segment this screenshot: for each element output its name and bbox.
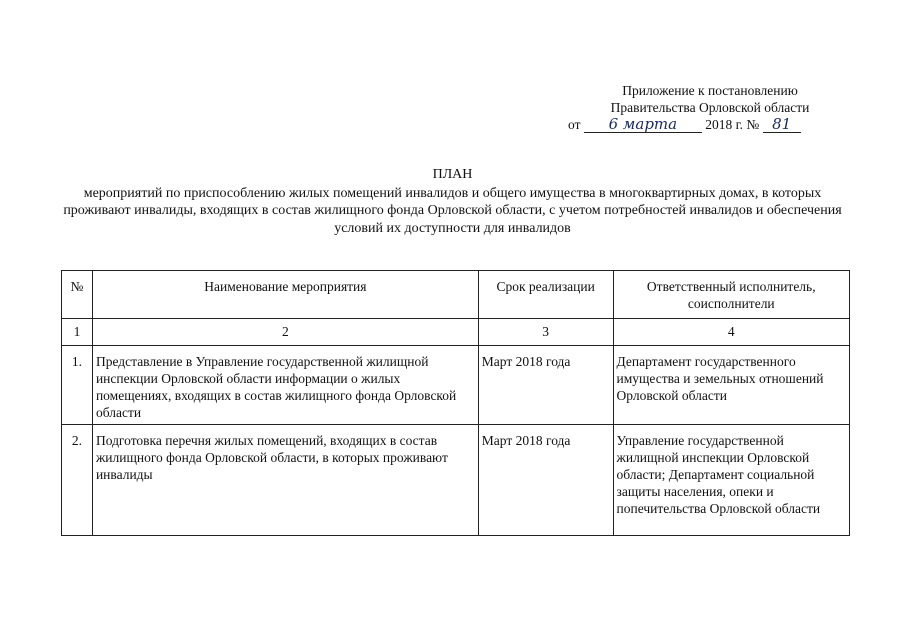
plan-title-block: [60, 166, 845, 237]
row-name: Подготовка перечня жилых помещений, входящих в состав жилищного фонда Орловской области, в которых проживают инвалиды: [92, 425, 478, 536]
row-responsible: Управление государственной жилищной инспекции Орловской области; Департамент социальной защиты населения, опеки и попечительства Орловской области: [613, 425, 849, 536]
appendix-line-1: Приложение к постановлению: [622, 83, 798, 98]
header-name: Наименование мероприятия: [92, 271, 478, 319]
header-number: №: [62, 271, 93, 319]
row-deadline: Март 2018 года: [478, 425, 613, 536]
column-number-3: 3: [478, 319, 613, 346]
row-name: Представление в Управление государственной жилищной инспекции Орловской области информации о жилых помещениях, входящих в состав жилищного фонда Орловской области: [92, 346, 478, 425]
row-number: 1.: [62, 346, 93, 425]
row-deadline: Март 2018 года: [478, 346, 613, 425]
appendix-date-line: [560, 116, 860, 133]
row-responsible: Департамент государственного имущества и земельных отношений Орловской области: [613, 346, 849, 425]
handwritten-date: 6 марта: [584, 117, 702, 133]
plan-heading: ПЛАН: [432, 167, 473, 182]
row-number: 2.: [62, 425, 93, 536]
table-row: [62, 346, 850, 425]
table-header-row: [62, 271, 850, 319]
appendix-block: [560, 82, 860, 133]
column-number-2: 2: [92, 319, 478, 346]
header-deadline: Срок реализации: [478, 271, 613, 319]
plan-table: [61, 270, 850, 536]
year-number-label: 2018 г. №: [705, 117, 760, 132]
appendix-line-2: Правительства Орловской области: [610, 100, 810, 115]
plan-subtitle: мероприятий по приспособлению жилых помещений инвалидов и общего имущества в многоквартирных домах, в которых проживают инвалиды, входящих в состав жилищного фонда Орловской области, с учетом потребностей инвалидов и обеспечения условий их доступности для инвалидов: [63, 185, 842, 236]
column-number-1: 1: [62, 319, 93, 346]
table-row: [62, 425, 850, 536]
column-number-4: 4: [613, 319, 849, 346]
column-number-row: [62, 319, 850, 346]
header-responsible: Ответственный исполнитель, соисполнители: [613, 271, 849, 319]
handwritten-number: 81: [763, 117, 801, 133]
from-label: от: [568, 117, 581, 132]
